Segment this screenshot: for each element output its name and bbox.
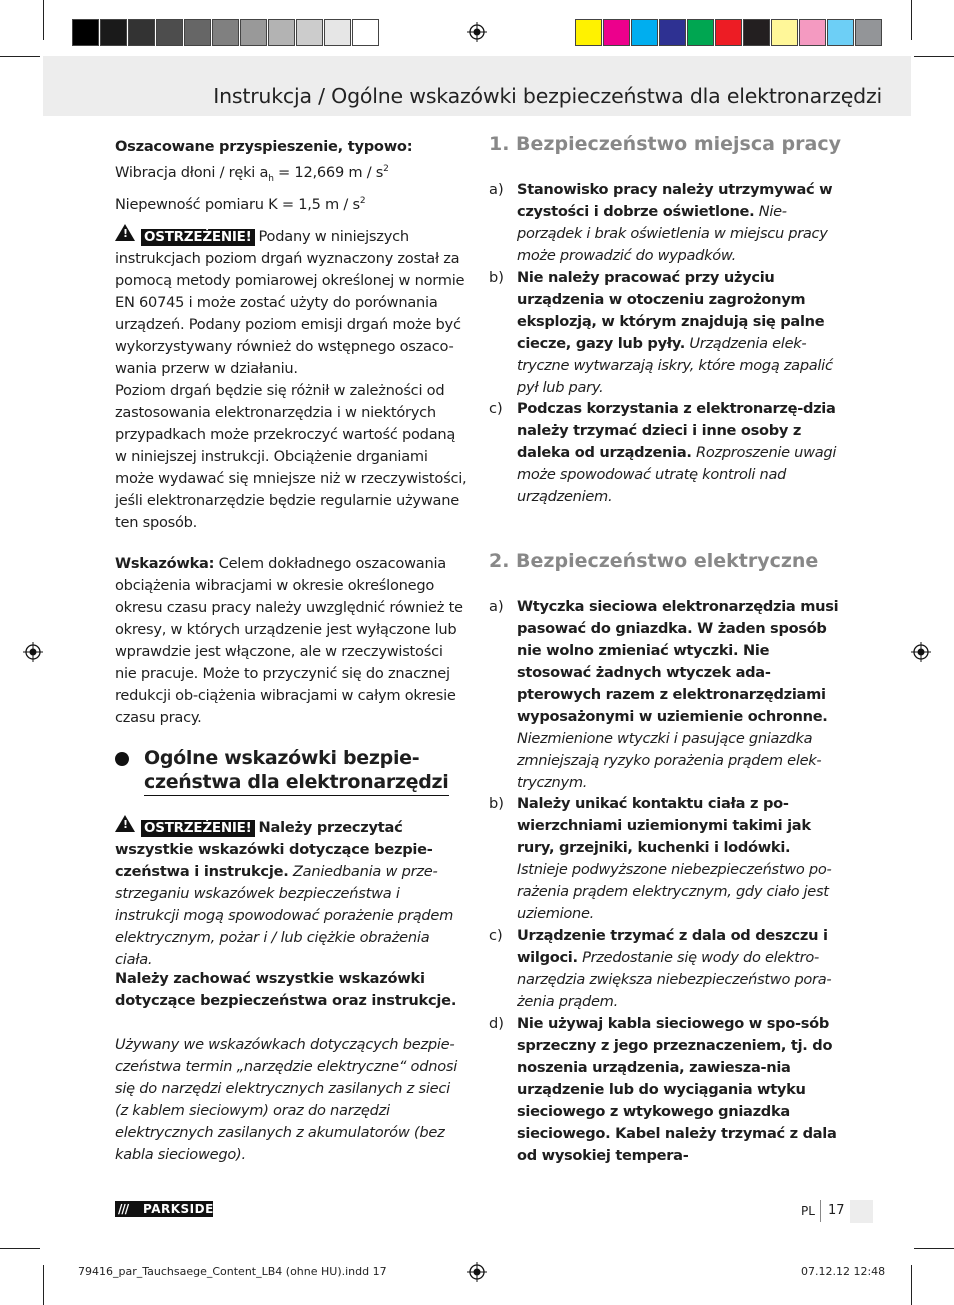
registration-mark-icon <box>23 642 43 662</box>
color-swatch <box>603 19 630 46</box>
warning-vibration <box>115 224 467 534</box>
list-item-text: Należy unikać kontaktu ciała z po-wierzchniami uziemionymi takimi jak rury, grzejniki, kuchenki i lodówki. Istnieje podwyższone niebezpieczeństwo po-rażenia prądem elektrycznym, gdy ciało jest uziemione. <box>517 795 832 922</box>
section-bullet-icon <box>115 752 129 766</box>
list-item-text: Nie należy pracować przy użyciu urządzenia w otoczeniu zagrożonym eksplozją, w którym znajdują się palne ciecze, gazy lub pyły. Urządzenia elek-tryczne wytwarzają iskry, które mogą zapalić pył lub pary. <box>517 269 833 396</box>
list-item-text: Stanowisko pracy należy utrzymywać w czystości i dobrze oświetlone. Nie-porządek i brak oświetlenia w miejscu pracy może prowadzić do wypadków. <box>517 181 833 264</box>
list-item-label: a) <box>489 598 504 615</box>
color-swatch <box>268 19 295 46</box>
warning-label: OSTRZEŻENIE! <box>141 229 255 246</box>
color-swatch <box>212 19 239 46</box>
list-item-label: c) <box>489 400 503 417</box>
slug-filename: 79416_par_Tauchsaege_Content_LB4 (ohne HU).indd 17 <box>78 1265 387 1278</box>
page-number: 17 <box>828 1203 845 1218</box>
crop-mark <box>914 56 954 57</box>
list-item-label: b) <box>489 269 504 286</box>
section-heading: Ogólne wskazówki bezpie- czeństwa dla elektronarzędzi <box>144 747 449 793</box>
color-swatch <box>659 19 686 46</box>
warning-label: OSTRZEŻENIE! <box>141 820 255 837</box>
hint-label: Wskazówka: <box>115 555 215 572</box>
hint-block <box>115 553 467 729</box>
registration-mark-icon <box>467 1262 487 1282</box>
color-swatch <box>184 19 211 46</box>
accel-line-1: Wibracja dłoni / ręki $a_h = 12,669$ m / $s^2$ <box>115 163 389 184</box>
crop-mark <box>911 0 912 40</box>
color-swatch <box>715 19 742 46</box>
colorbar-color <box>575 19 883 46</box>
color-swatch <box>827 19 854 46</box>
colorbar-grayscale <box>72 19 380 46</box>
color-swatch <box>575 19 602 46</box>
left-column <box>115 136 467 216</box>
parkside-logo: /// PARKSIDE <box>115 1201 213 1217</box>
list-item-label: d) <box>489 1015 504 1032</box>
hint-text: Celem dokładnego oszacowania obciążenia wibracjami w okresie określonego okresu czasu pracy należy uwzględnić również te okresy, w których urządzenie jest wyłączone lub wprawdzie jest włączone, ale w rzeczywistości nie pracuje. Może to przyczynić się do znacznej redukcji ob-ciążenia wibracjami w całym okresie czasu pracy. <box>115 555 463 726</box>
section-2-title: 2. Bezpieczeństwo elektryczne <box>489 550 819 572</box>
list-item-label: b) <box>489 795 504 812</box>
registration-mark-icon <box>467 22 487 42</box>
crop-mark <box>43 1265 44 1305</box>
list-item-text: Urządzenie trzymać z dala od deszczu i wilgoci. Przedostanie się wody do elektro-narzędzia zwiększa niebezpieczeństwo pora-żenia prądem. <box>517 927 832 1010</box>
footer-lang: PL <box>801 1204 815 1218</box>
color-swatch <box>855 19 882 46</box>
slug-date: 07.12.12 12:48 <box>801 1265 886 1278</box>
section-1-title: 1. Bezpieczeństwo miejsca pracy <box>489 133 841 155</box>
color-swatch <box>687 19 714 46</box>
crop-mark <box>911 1265 912 1305</box>
warning-bold-text: Należy przeczytać wszystkie wskazówki dotyczące bezpie-czeństwa i instrukcje. <box>115 819 433 880</box>
color-swatch <box>240 19 267 46</box>
color-swatch <box>799 19 826 46</box>
color-swatch <box>771 19 798 46</box>
list-item-text: Podczas korzystania z elektronarzę-dzia należy trzymać dzieci i inne osoby z daleka od urządzenia. Rozproszenie uwagi może spowodować utratę kontroli nad urządzeniem. <box>517 400 837 505</box>
footer-divider <box>820 1200 821 1222</box>
registration-mark-icon <box>911 642 931 662</box>
section-underline <box>144 795 449 796</box>
term-definition: Używany we wskazówkach dotyczących bezpie-czeństwa termin „narzędzie elektryczne“ odnosi się do narzędzi elektrycznych zasilanych z sieci (z kablem sieciowym) oraz do narzędzi elektrycznych zasilanych z akumulatorów (bez kabla sieciowego). <box>115 1036 458 1163</box>
warning-triangle-icon: ! <box>115 224 135 241</box>
list-item-label: a) <box>489 181 504 198</box>
accel-heading: Oszacowane przyspieszenie, typowo: <box>115 138 413 155</box>
vibration-text: Poziom drgań będzie się różnił w zależności od zastosowania elektronarzędzia i w niektórych przypadkach może przekroczyć wartość podaną w niniejszej instrukcji. Obciążenie drganiami może wydawać się mniejsze niż w rzeczywistości, jeśli elektronarzędzie będzie regularnie używane ten sposób. <box>115 382 467 531</box>
keep-instructions: Należy zachować wszystkie wskazówki dotyczące bezpieczeństwa oraz instrukcje. <box>115 970 457 1009</box>
warning-text: Podany w niniejszych instrukcjach poziom drgań wyznaczony został za pomocą metody pomiarowej określonej w normie EN 60745 i może zostać użyty do porównania urządzeń. Podany poziom emisji drgań może być wykorzystywany również do wstępnego oszaco-wania przerw w działaniu. <box>115 228 465 377</box>
list-item-text: Wtyczka sieciowa elektronarzędzia musi pasować do gniazdka. W żaden sposób nie wolno zmieniać wtyczki. Nie stosować żadnych wtyczek ada-pterowych razem z elektronarzędziami wyposażonymi w uziemienie ochronne. Niezmienione wtyczki i pasujące gniazdka zmniejszają ryzyko porażenia prądem elek-trycznym. <box>517 598 839 791</box>
warning-general <box>115 815 467 971</box>
color-swatch <box>352 19 379 46</box>
color-swatch <box>156 19 183 46</box>
color-swatch <box>128 19 155 46</box>
color-swatch <box>72 19 99 46</box>
crop-mark <box>914 1248 954 1249</box>
list-item-text: Nie używaj kabla sieciowego w spo-sób sprzeczny z jego przeznaczeniem, tj. do noszenia urządzenia, zawiesza-nia urządzenie lub do wyciągania wtyku sieciowego z wtykowego gniazdka sieciowego. Kabel należy trzymać z dala od wysokiej tempera- <box>517 1015 837 1164</box>
page-title: Instrukcja / Ogólne wskazówki bezpieczeństwa dla elektronarzędzi <box>213 84 882 108</box>
color-swatch <box>100 19 127 46</box>
warning-triangle-icon: ! <box>115 815 135 832</box>
list-item-label: c) <box>489 927 503 944</box>
color-swatch <box>296 19 323 46</box>
crop-mark <box>0 56 40 57</box>
color-swatch <box>631 19 658 46</box>
color-swatch <box>743 19 770 46</box>
color-swatch <box>324 19 351 46</box>
warning-italic-text: Zaniedbania w prze-strzeganiu wskazówek bezpieczeństwa i instrukcji mogą spowodować porażenie prądem elektrycznym, pożar i / lub ciężkie obrażenia ciała. <box>115 863 454 968</box>
accel-line-2: Niepewność pomiaru K = 1,5 m / $s^2$ <box>115 195 366 213</box>
page-tab <box>850 1200 873 1223</box>
crop-mark <box>0 1248 40 1249</box>
crop-mark <box>43 0 44 40</box>
